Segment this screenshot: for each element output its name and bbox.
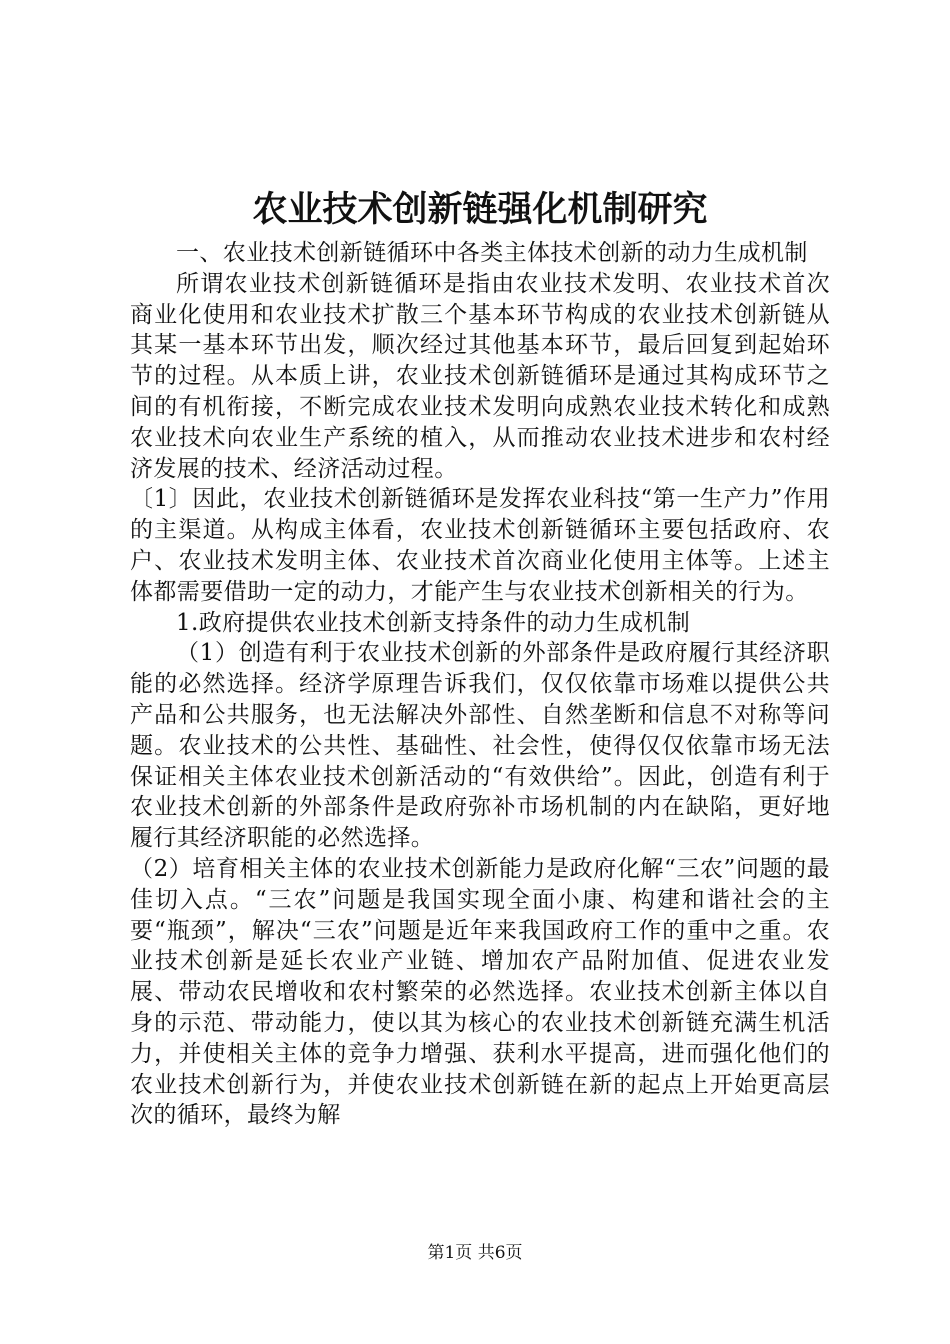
page-footer: 第1页 共6页 [427,1243,523,1263]
document-title: 农业技术创新链强化机制研究 [252,189,708,230]
subsection-heading: 1.政府提供农业技术创新支持条件的动力生成机制 [176,609,691,636]
paragraph: （2）培育相关主体的农业技术创新能力是政府化解“三农”问题的最佳切入点。“三农”问题是我国实现全面小康、构建和谐社会的主要“瓶颈”，解决“三农”问题是近年来我国政府工作的重中之重。农业技术创新是延长农业产业链、增加农产品附加值、促进农业发展、带动农民增收和农村繁荣的必然选择。农业技术创新主体以自身的示范、带动能力，使以其为核心的农业技术创新链充满生机活力，并使相关主体的竞争力增强、获利水平提高，进而强化他们的农业技术创新行为，并使农业技术创新链在新的起点上开始更高层次的循环，最终为解 [130,855,830,1129]
paragraph: （1）创造有利于农业技术创新的外部条件是政府履行其经济职能的必然选择。经济学原理告诉我们，仅仅依靠市场难以提供公共产品和公共服务，也无法解决外部性、自然垄断和信息不对称等问题。农业技术的公共性、基础性、社会性，使得仅仅依靠市场无法保证相关主体农业技术创新活动的“有效供给”。因此，创造有利于农业技术创新的外部条件是政府弥补市场机制的内在缺陷，更好地履行其经济职能的必然选择。 [130,640,830,852]
section-heading: 一、农业技术创新链循环中各类主体技术创新的动力生成机制 [176,240,808,266]
paragraph: 所谓农业技术创新链循环是指由农业技术发明、农业技术首次商业化使用和农业技术扩散三个基本环节构成的农业技术创新链从其某一基本环节出发，顺次经过其他基本环节，最后回复到起始环节的过程。从本质上讲，农业技术创新链循环是通过其构成环节之间的有机衔接，不断完成农业技术发明向成熟农业技术转化和成熟农业技术向农业生产系统的植入，从而推动农业技术进步和农村经济发展的技术、经济活动过程。 [130,270,830,482]
paragraph: 〔1〕因此，农业技术创新链循环是发挥农业科技“第一生产力”作用的主渠道。从构成主体看，农业技术创新链循环主要包括政府、农户、农业技术发明主体、农业技术首次商业化使用主体等。上述主体都需要借助一定的动力，才能产生与农业技术创新相关的行为。 [130,486,830,605]
document-body [130,238,830,1131]
